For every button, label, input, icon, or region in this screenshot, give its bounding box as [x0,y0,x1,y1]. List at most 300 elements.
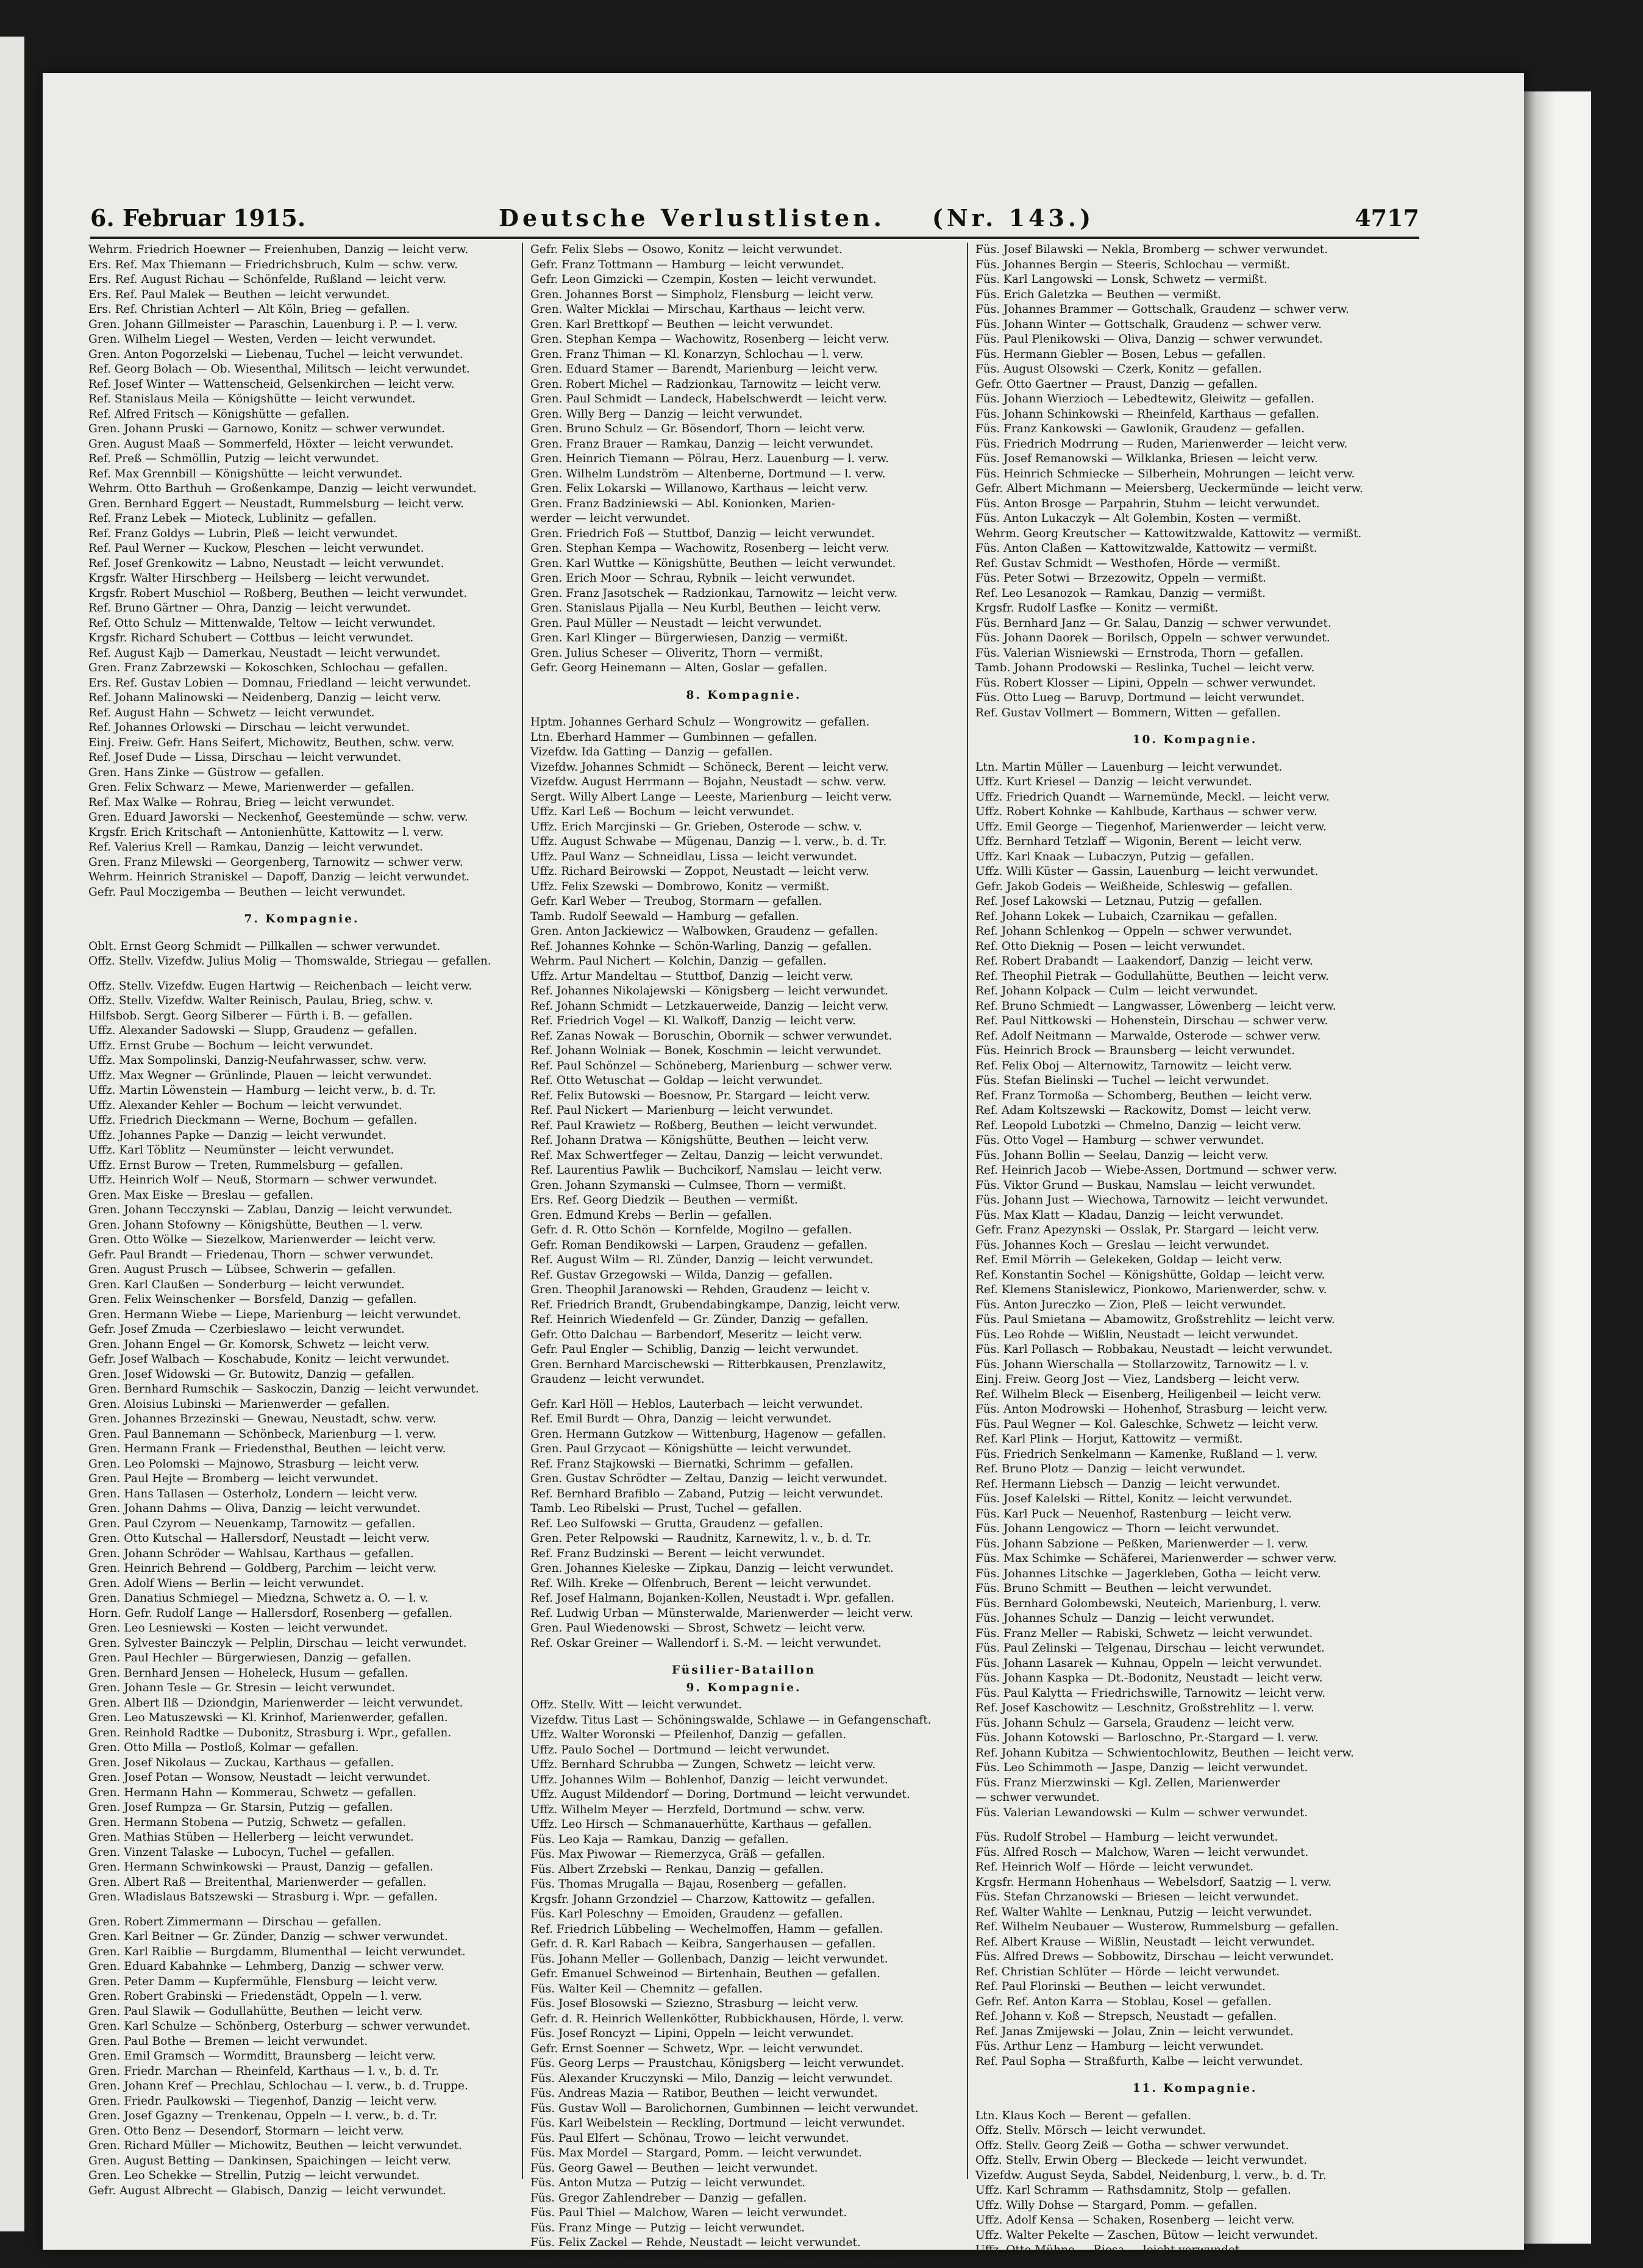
issue-date: 6. Februar 1915. [90,204,306,232]
casualty-entry: Krgsfr. Erich Kritschaft — Antonienhütte, Kattowitz — l. verw. [88,826,444,839]
casualty-entry: Ref. Max Schwertfeger — Zeltau, Danzig — leicht verwundet. [530,1149,883,1162]
casualty-entry: Füs. Johann Kotowski — Barloschno, Pr.-Stargard — l. verw. [975,1731,1319,1744]
column-3 [975,243,1414,2256]
casualty-entry: Ref. Friedrich Lübbeling — Wechelmoffen, Hamm — gefallen. [530,1922,883,1936]
casualty-entry: Ref. Bruno Schmiedt — Langwasser, Löwenberg — leicht verw. [975,999,1336,1013]
casualty-entry: Gren. Friedr. Marchan — Rheinfeld, Karthaus — l. v., b. d. Tr. [88,2064,439,2078]
section-heading: 10. Kompagnie. [1132,733,1258,746]
casualty-entry: Ref. Wilhelm Bleck — Eisenberg, Heiligenbeil — leicht verw. [975,1388,1322,1401]
casualty-entry: Füs. Hermann Giebler — Bosen, Lebus — gefallen. [975,348,1266,361]
casualty-entry: Wehrm. Paul Nichert — Kolchin, Danzig — gefallen. [530,955,827,968]
casualty-entry: Gren. Mathias Stüben — Hellerberg — leicht verwundet. [88,1831,414,1844]
casualty-entry: Gefr. Paul Engler — Schiblig, Danzig — leicht verwundet. [530,1343,859,1356]
casualty-entry: Ref. Paul Nickert — Marienburg — leicht verwundet. [530,1104,834,1117]
casualty-entry: Gefr. Otto Gaertner — Praust, Danzig — gefallen. [975,377,1258,391]
casualty-entry: Gren. Johann Kref — Prechlau, Schlochau — l. verw., b. d. Truppe. [88,2080,468,2092]
casualty-entry: Ers. Ref. Gustav Lobien — Domnau, Friedland — leicht verwundet. [88,676,471,690]
casualty-entry: Ref. Gustav Schmidt — Westhofen, Hörde — vermißt. [975,557,1281,570]
casualty-entry: Ref. Johann Kolpack — Culm — leicht verwundet. [975,985,1258,997]
casualty-entry: Gren. Leo Schekke — Strellin, Putzig — leicht verwundet. [88,2169,420,2182]
casualty-entry: Füs. Andreas Mazia — Ratibor, Beuthen — leicht verwundet. [530,2087,878,2100]
right-page-margin [1555,91,1591,2244]
casualty-entry: Gren. Johann Szymanski — Culmsee, Thorn — vermißt. [530,1179,847,1192]
casualty-entry: Uffz. August Schwabe — Mügenau, Danzig — l. verw., b. d. Tr. [530,835,887,848]
casualty-entry: Gren. Bernhard Rumschik — Saskoczin, Danzig — leicht verwundet. [88,1383,479,1396]
casualty-entry: Füs. Johann Meller — Gollenbach, Danzig — leicht verwundet. [530,1952,888,1966]
casualty-entry: Gren. Hans Tallasen — Osterholz, Londern — leicht verw. [88,1487,418,1500]
casualty-entry: Uffz. Karl Schramm — Rathsdamnitz, Stolp — gefallen. [975,2184,1291,2197]
casualty-entry: Ref. Robert Drabandt — Laakendorf, Danzig — leicht verw. [975,955,1313,968]
casualty-entry: Ref. Friedrich Vogel — Kl. Walkoff, Danzig — leicht verw. [530,1015,857,1027]
casualty-entry: Gren. Anton Pogorzelski — Liebenau, Tuchel — leicht verwundet. [88,348,463,361]
casualty-entry: Gren. Paul Wiedenowski — Sbrost, Schwetz — leicht verw. [530,1622,866,1635]
casualty-entry: werder — leicht verwundet. [530,512,690,525]
casualty-entry: Ref. Franz Budzinski — Berent — leicht verwundet. [530,1547,825,1560]
casualty-entry: Gren. Vinzent Talaske — Lubocyn, Tuchel — gefallen. [88,1845,395,1859]
casualty-entry: Krgsfr. Johann Grzondziel — Charzow, Kattowitz — gefallen. [530,1892,875,1906]
casualty-entry: Ref. Otto Dieknig — Posen — leicht verwundet. [975,940,1246,953]
casualty-entry: Füs. Heinrich Brock — Braunsberg — leicht verwundet. [975,1044,1296,1057]
casualty-entry: Ref. Gustav Vollmert — Bommern, Witten — gefallen. [975,706,1281,719]
casualty-entry: Gren. Hermann Wiebe — Liepe, Marienburg — leicht verwundet. [88,1308,462,1321]
casualty-entry: Gren. Otto Milla — Postloß, Kolmar — gefallen. [88,1741,359,1754]
casualty-entry: Horn. Gefr. Rudolf Lange — Hallersdorf, Rosenberg — gefallen. [88,1606,453,1620]
casualty-entry: Füs. Johann Sabzione — Peßken, Marienwerder — l. verw. [975,1537,1309,1550]
casualty-entry: Gren. Max Eiske — Breslau — gefallen. [88,1188,314,1202]
casualty-entry: Offz. Stellv. Georg Zeiß — Gotha — schwer verwundet. [975,2139,1289,2152]
casualty-entry: Ers. Ref. Georg Diedzik — Beuthen — vermißt. [530,1194,798,1207]
casualty-entry: Tamb. Leo Ribelski — Prust, Tuchel — gefallen. [530,1502,802,1515]
casualty-entry: Ref. Johann Kubitza — Schwientochlowitz, Beuthen — leicht verw. [975,1746,1354,1760]
casualty-entry: Füs. Josef Kalelski — Rittel, Konitz — leicht verwundet. [975,1492,1292,1505]
casualty-entry: Uffz. Heinrich Wolf — Neuß, Stormarn — schwer verwundet. [88,1174,438,1186]
casualty-entry: Uffz. Robert Kohnke — Kahlbude, Karthaus — schwer verw. [975,805,1317,818]
casualty-entry: Gren. Karl Raiblie — Burgdamm, Blumenthal — leicht verwundet. [88,1945,466,1958]
section-heading: 8. Kompagnie. [686,688,802,702]
casualty-entry: Ref. Zanas Nowak — Boruschin, Obornik — schwer verwundet. [530,1029,893,1043]
casualty-entry: Ref. Emil Burdt — Ohra, Danzig — leicht verwundet. [530,1413,832,1425]
casualty-entry: Gren. Erich Moor — Schrau, Rybnik — leicht verwundet. [530,572,856,585]
casualty-entry: Ref. Christian Schlüter — Hörde — leicht verwundet. [975,1965,1280,1978]
casualty-entry: Füs. Johannes Litschke — Jagerkleben, Gotha — leicht verw. [975,1567,1321,1580]
casualty-entry: Gren. Wilhelm Liegel — Westen, Verden — leicht verwundet. [88,333,436,346]
casualty-entry: Gren. Felix Weinschenker — Borsfeld, Danzig — gefallen. [88,1293,417,1306]
casualty-entry: Gren. Bruno Schulz — Gr. Bösendorf, Thorn — leicht verw. [530,423,866,435]
casualty-entry: Ref. Laurentius Pawlik — Buchcikorf, Namslau — leicht verw. [530,1164,882,1177]
casualty-entry: Gren. Hermann Hahn — Kommerau, Schwetz — gefallen. [88,1786,417,1799]
casualty-entry: Gren. Paul Hechler — Bürgerwiesen, Danzig — gefallen. [88,1652,412,1664]
casualty-entry: Ref. Paul Florinski — Beuthen — leicht verwundet. [975,1980,1266,1993]
casualty-entry: Ref. Georg Bolach — Ob. Wiesenthal, Militsch — leicht verwundet. [88,363,470,376]
casualty-entry: Gren. Josef Ggazny — Trenkenau, Oppeln — l. verw., b. d. Tr. [88,2109,438,2122]
casualty-entry: Gren. Paul Müller — Neustadt — leicht verwundet. [530,616,822,630]
casualty-entry: Füs. Leo Rohde — Wißlin, Neustadt — leicht verwundet. [975,1328,1299,1341]
casualty-entry: Uffz. Leo Hirsch — Schmanauerhütte, Karthaus — gefallen. [530,1818,872,1831]
casualty-entry: Gren. Johannes Kieleske — Zipkau, Danzig — leicht verwundet. [530,1562,894,1575]
casualty-entry: Uffz. Karl Knaak — Lubaczyn, Putzig — gefallen. [975,850,1255,863]
casualty-entry: Füs. Franz Mierzwinski — Kgl. Zellen, Marienwerder [975,1776,1280,1789]
casualty-entry: Ref. Bruno Plotz — Danzig — leicht verwundet. [975,1463,1246,1475]
casualty-entry: Gren. Felix Lokarski — Willanowo, Karthaus — leicht verw. [530,482,868,495]
casualty-entry: Uffz. Kurt Kriesel — Danzig — leicht verwundet. [975,776,1252,788]
casualty-entry: Füs. Paul Elfert — Schönau, Trowo — leicht verwundet. [530,2131,849,2145]
casualty-entry: Füs. Franz Meller — Rabiski, Schwetz — leicht verwundet. [975,1627,1313,1640]
casualty-entry: Gren. Johann Tesle — Gr. Stresin — leicht verwundet. [88,1681,396,1694]
casualty-entry: Gren. Josef Widowski — Gr. Butowitz, Danzig — gefallen. [88,1368,415,1381]
casualty-entry: — schwer verwundet. [975,1791,1100,1804]
casualty-entry: Ref. Walter Wahlte — Lenknau, Putzig — leicht verwundet. [975,1905,1313,1919]
casualty-entry: Ref. Johann Lokek — Lubaich, Czarnikau — gefallen. [975,910,1278,923]
casualty-entry: Füs. Walter Keil — Chemnitz — gefallen. [530,1982,763,1995]
casualty-entry: Füs. Johann Wierschalla — Stollarzowitz, Tarnowitz — l. v. [975,1358,1309,1371]
casualty-entry: Gren. Paul Schmidt — Landeck, Habelschwerdt — leicht verw. [530,393,887,405]
casualty-entry: Ref. Johann Dratwa — Königshütte, Beuthen — leicht verw. [530,1134,869,1147]
casualty-entry: Krgsfr. Walter Hirschberg — Heilsberg — leicht verwundet. [88,572,430,585]
casualty-entry: Füs. Thomas Mrugalla — Bajau, Rosenberg — gefallen. [530,1878,847,1891]
casualty-entry: Füs. Johann Schinkowski — Rheinfeld, Karthaus — gefallen. [975,407,1319,421]
spacer [88,930,515,940]
casualty-entry: Gren. Paul Czyrom — Neuenkamp, Tarnowitz — gefallen. [88,1517,416,1530]
casualty-entry: Uffz. Richard Beirowski — Zoppot, Neustadt — leicht verw. [530,865,869,878]
casualty-entry: Gren. Paul Slawik — Godullahütte, Beuthen — leicht verw. [88,2005,423,2018]
adjacent-page-edge [0,37,24,2231]
casualty-entry: Gefr. Emanuel Schweinod — Birtenhain, Beuthen — gefallen. [530,1967,880,1980]
casualty-entry: Ref. Leopold Lubotzki — Chmelno, Danzig — leicht verw. [975,1119,1302,1132]
casualty-entry: Uffz. Paul Wanz — Schneidlau, Lissa — leicht verwundet. [530,850,858,863]
casualty-entry: Graudenz — leicht verwundet. [530,1373,705,1386]
casualty-entry: Füs. Erich Galetzka — Beuthen — vermißt. [975,288,1222,301]
casualty-entry: Füs. Josef Blosowski — Sziezno, Strasburg — leicht verw. [530,1997,858,2010]
casualty-entry: Gren. Hermann Frank — Friedensthal, Beuthen — leicht verw. [88,1442,446,1455]
casualty-entry: Krgsfr. Robert Muschiol — Roßberg, Beuthen — leicht verwundet. [88,587,468,600]
casualty-entry: Ref. Heinrich Jacob — Wiebe-Assen, Dortmund — schwer verw. [975,1164,1338,1177]
casualty-entry: Uffz. Johannes Papke — Danzig — leicht verwundet. [88,1129,387,1142]
casualty-entry: Gren. Johann Pruski — Garnowo, Konitz — schwer verwundet. [88,423,446,435]
casualty-entry: Füs. Bernhard Golombewski, Neuteich, Marienburg, l. verw. [975,1597,1321,1610]
casualty-entry: Füs. Alfred Drews — Sobbowitz, Dirschau — leicht verwundet. [975,1950,1335,1963]
casualty-entry: Gefr. Karl Weber — Treubog, Stormarn — gefallen. [530,895,822,908]
casualty-entry: Füs. Karl Puck — Neuenhof, Rastenburg — leicht verw. [975,1507,1292,1521]
casualty-entry: Gren. Josef Potan — Wonsow, Neustadt — leicht verwundet. [88,1771,431,1784]
casualty-entry: Füs. Anton Claßen — Kattowitzwalde, Kattowitz — vermißt. [975,542,1317,555]
casualty-entry: Füs. Karl Langowski — Lonsk, Schwetz — vermißt. [975,273,1267,286]
casualty-entry: Gren. Sylvester Bainczyk — Pelplin, Dirschau — leicht verwundet. [88,1636,467,1650]
casualty-entry: Ref. August Kajb — Damerkau, Neustadt — leicht verwundet. [88,646,441,660]
casualty-entry: Uffz. Alexander Sadowski — Slupp, Graudenz — gefallen. [88,1024,418,1037]
casualty-entry: Einj. Freiw. Georg Jost — Viez, Landsberg — leicht verw. [975,1373,1300,1386]
casualty-entry: Füs. Max Piwowar — Riemerzyca, Gräß — gefallen. [530,1848,825,1861]
casualty-entry: Gren. Otto Kutschal — Hallersdorf, Neustadt — leicht verw. [88,1532,430,1545]
casualty-entry: Gren. Karl Schulze — Schönberg, Osterburg — schwer verwundet. [88,2020,471,2033]
casualty-entry: Gefr. Paul Moczigemba — Beuthen — leicht verwundet. [88,885,406,899]
casualty-entry: Gefr. d. R. Heinrich Wellenkötter, Rubbickhausen, Hörde, l. verw. [530,2012,904,2025]
column-divider [522,243,523,2179]
casualty-entry: Gefr. Otto Dalchau — Barbendorf, Meseritz — leicht verw. [530,1328,863,1341]
casualty-entry: Gren. Eduard Stamer — Barendt, Marienburg — leicht verw. [530,363,878,376]
casualty-entry: Vizefdw. Titus Last — Schöningswalde, Schlawe — in Gefangenschaft. [530,1713,932,1727]
casualty-entry: Gefr. Josef Zmuda — Czerbieslawo — leicht verwundet. [88,1323,405,1336]
casualty-entry: Uffz. Paulo Sochel — Dortmund — leicht verwundet. [530,1743,830,1756]
casualty-entry: Ltn. Eberhard Hammer — Gumbinnen — gefallen. [530,730,818,744]
page-number: 4717 [1355,204,1419,232]
casualty-entry: Gren. Franz Badziniewski — Abl. Konionken, Marien- [530,497,836,510]
casualty-entry: Wehrm. Friedrich Hoewner — Freienhuben, Danzig — leicht verw. [88,243,469,256]
section-heading: 7. Kompagnie. [244,913,360,925]
spacer [88,969,515,979]
casualty-entry: Gren. Franz Jasotschek — Radzionkau, Tarnowitz — leicht verw. [530,587,898,600]
casualty-entry: Gren. Karl Klinger — Bürgerwiesen, Danzig — vermißt. [530,632,848,644]
casualty-entry: Ref. Leo Lesanozok — Ramkau, Danzig — vermißt. [975,587,1266,600]
casualty-entry: Ref. Klemens Stanislewicz, Pionkowo, Marienwerder, schw. v. [975,1283,1327,1296]
casualty-entry: Füs. Anton Modrowski — Hohenhof, Strasburg — leicht verw. [975,1403,1328,1416]
casualty-entry: Einj. Freiw. Gefr. Hans Seifert, Michowitz, Beuthen, schw. verw. [88,736,455,749]
casualty-entry: Offz. Stellv. Vizefdw. Eugen Hartwig — Reichenbach — leicht verw. [88,979,472,993]
casualty-entry: Füs. Bruno Schmitt — Beuthen — leicht verwundet. [975,1582,1272,1595]
casualty-entry: Ref. Josef Kaschowitz — Leschnitz, Großstrehlitz — l. verw. [975,1702,1314,1714]
casualty-entry: Gren. Bernhard Eggert — Neustadt, Rummelsburg — leicht verw. [88,497,464,510]
casualty-entry: Füs. Heinrich Schmiecke — Silberhein, Mohrungen — leicht verw. [975,467,1355,480]
casualty-entry: Ref. Johannes Kohnke — Schön-Warling, Danzig — gefallen. [530,940,872,953]
casualty-entry: Gren. Paul Hejte — Bromberg — leicht verwundet. [88,1472,379,1485]
casualty-entry: Wehrm. Heinrich Straniskel — Dapoff, Danzig — leicht verwundet. [88,871,470,883]
casualty-entry: Füs. Georg Lerps — Praustchau, Königsberg — leicht verwundet. [530,2057,905,2070]
casualty-entry: Gren. Josef Nikolaus — Zuckau, Karthaus — gefallen. [88,1756,394,1769]
casualty-entry: Füs. Alfred Rosch — Malchow, Waren — leicht verwundet. [975,1845,1309,1859]
casualty-entry: Uffz. Friedrich Dieckmann — Werne, Bochum — gefallen. [88,1114,418,1127]
casualty-entry: Gren. Karl Claußen — Sonderburg — leicht verwundet. [88,1278,405,1291]
casualty-entry: Ltn. Martin Müller — Lauenburg — leicht verwundet. [975,760,1283,774]
casualty-entry: Ref. Johannes Nikolajewski — Königsberg — leicht verwundet. [530,985,889,997]
casualty-entry: Füs. Otto Vogel — Hamburg — schwer verwundet. [975,1134,1264,1147]
casualty-entry: Ref. Adolf Neitmann — Marwalde, Osterode — schwer verw. [975,1029,1321,1043]
casualty-entry: Füs. Gustav Woll — Barolichornen, Gumbinnen — leicht verwundet. [530,2102,919,2115]
casualty-entry: Ref. Paul Krawietz — Roßberg, Beuthen — leicht verwundet. [530,1119,878,1132]
casualty-entry: Gefr. August Albrecht — Glabisch, Danzig — leicht verwundet. [88,2184,446,2197]
casualty-entry: Gren. Robert Grabinski — Friedenstädt, Oppeln — l. verw. [88,1990,422,2003]
casualty-entry: Gefr. Paul Brandt — Friedenau, Thorn — schwer verwundet. [88,1248,434,1261]
casualty-entry: Krgsfr. Rudolf Lasfke — Konitz — vermißt. [975,602,1219,615]
casualty-entry: Füs. Stefan Bielinski — Tuchel — leicht verwundet. [975,1074,1269,1087]
casualty-entry: Füs. Johann Lengowicz — Thorn — leicht verwundet. [975,1522,1280,1535]
casualty-entry: Offz. Stellv. Vizefdw. Julius Molig — Thomswalde, Striegau — gefallen. [88,955,491,968]
casualty-entry: Ref. Wilh. Kreke — Olfenbruch, Berent — leicht verwundet. [530,1577,871,1590]
casualty-entry: Gren. Johann Tecczynski — Zablau, Danzig — leicht verwundet. [88,1204,453,1216]
casualty-entry: Füs. Max Schimke — Schäferei, Marienwerder — schwer verw. [975,1552,1337,1565]
casualty-entry: Gren. Robert Michel — Radzionkau, Tarnowitz — leicht verw. [530,377,882,391]
casualty-entry: Füs. Johannes Bergin — Steeris, Schlochau — vermißt. [975,258,1290,271]
casualty-entry: Ers. Ref. Paul Malek — Beuthen — leicht verwundet. [88,288,390,301]
casualty-entry: Gren. Stanislaus Pijalla — Neu Kurbl, Beuthen — leicht verw. [530,602,881,615]
casualty-entry: Gren. August Betting — Dankinsen, Spaichingen — leicht verw. [88,2154,452,2167]
casualty-entry: Gren. Danatius Schmiegel — Miedzna, Schwetz a. O. — l. v. [88,1592,429,1605]
header-rule [90,237,1419,239]
casualty-entry: Hptm. Johannes Gerhard Schulz — Wongrowitz — gefallen. [530,716,870,729]
casualty-entry: Füs. Anton Mutza — Putzig — leicht verwundet. [530,2177,805,2189]
casualty-entry: Ref. Franz Goldys — Lubrin, Pleß — leicht verwundet. [88,527,398,540]
casualty-entry: Gren. Johann Engel — Gr. Komorsk, Schwetz — leicht verw. [88,1338,429,1351]
casualty-entry: Ref. Johann Malinowski — Neidenberg, Danzig — leicht verw. [88,691,441,704]
casualty-entry: Gren. Peter Relpowski — Raudnitz, Karnewitz, l. v., b. d. Tr. [530,1532,872,1545]
casualty-entry: Gren. Hermann Gutzkow — Wittenburg, Hagenow — gefallen. [530,1427,886,1441]
casualty-entry: Uffz. August Mildendorf — Doring, Dortmund — leicht verwundet. [530,1788,910,1801]
casualty-entry: Ref. Theophil Pietrak — Godullahütte, Beuthen — leicht verw. [975,969,1329,983]
casualty-entry: Gren. Theophil Jaranowski — Rehden, Graudenz — leicht v. [530,1283,871,1296]
casualty-entry: Gren. Franz Milewski — Georgenberg, Tarnowitz — schwer verw. [88,855,463,869]
casualty-entry: Ref. Felix Butowski — Boesnow, Pr. Stargard — leicht verw. [530,1089,871,1102]
casualty-entry: Füs. Gregor Zahlendreber — Danzig — gefallen. [530,2191,807,2205]
section-heading: 11. Kompagnie. [1132,2082,1258,2095]
casualty-entry: Ref. Johann Schmidt — Letzkauerweide, Danzig — leicht verw. [530,999,889,1013]
casualty-entry: Füs. Karl Weibelstein — Reckling, Dortmund — leicht verwundet. [530,2117,905,2130]
casualty-entry: Uffz. Artur Mandeltau — Stuttbof, Danzig — leicht verw. [530,969,854,983]
casualty-entry: Gefr. Roman Bendikowski — Larpen, Graudenz — gefallen. [530,1238,868,1252]
casualty-entry: Gren. Stephan Kempa — Wachowitz, Rosenberg — leicht verw. [530,333,889,346]
spacer [530,705,957,715]
casualty-entry: Ref. Paul Werner — Kuckow, Pleschen — leicht verwundet. [88,542,424,555]
casualty-entry: Gren. Hermann Schwinkowski — Praust, Danzig — gefallen. [88,1861,433,1874]
casualty-entry: Uffz. Willy Dohse — Stargard, Pomm. — gefallen. [975,2198,1258,2212]
casualty-entry: Füs. Johann Just — Wiechowa, Tarnowitz — leicht verwundet. [975,1194,1328,1207]
casualty-entry: Ref. Paul Schönzel — Schöneberg, Marienburg — schwer verw. [530,1059,893,1072]
section-heading: Füsilier-Bataillon [672,1664,816,1677]
casualty-entry: Gefr. d. R. Otto Schön — Kornfelde, Mogilno — gefallen. [530,1224,852,1236]
casualty-entry: Uffz. Friedrich Quandt — Warnemünde, Meckl. — leicht verw. [975,790,1330,804]
casualty-entry: Gren. Hans Zinke — Güstrow — gefallen. [88,766,324,779]
casualty-entry: Gren. Stephan Kempa — Wachowitz, Rosenberg — leicht verw. [530,542,889,555]
casualty-entry: Füs. Rudolf Strobel — Hamburg — leicht verwundet. [975,1831,1278,1844]
casualty-entry: Vizefdw. August Herrmann — Bojahn, Neustadt — schw. verw. [530,776,886,788]
casualty-entry: Gren. Adolf Wiens — Berlin — leicht verwundet. [88,1577,365,1590]
casualty-entry: Füs. Josef Remanowski — Wilklanka, Briesen — leicht verw. [975,452,1318,465]
casualty-entry: Füs. Johannes Brammer — Gottschalk, Graudenz — schwer verw. [975,303,1350,316]
casualty-entry: Gren. Aloisius Lubinski — Marienwerder — gefallen. [88,1397,390,1411]
casualty-entry: Gefr. Albert Michmann — Meiersberg, Ueckermünde — leicht verw. [975,482,1363,495]
casualty-entry: Ref. Preß — Schmöllin, Putzig — leicht verwundet. [88,452,379,465]
casualty-entry: Füs. Karl Pollasch — Robbakau, Neustadt — leicht verwundet. [975,1343,1333,1356]
casualty-entry: Ref. Josef Dude — Lissa, Dirschau — leicht verwundet. [88,751,402,764]
casualty-entry: Tamb. Johann Prodowski — Reslinka, Tuchel — leicht verw. [975,661,1315,674]
casualty-entry: Ref. Heinrich Wiedenfeld — Gr. Zünder, Danzig — gefallen. [530,1313,869,1326]
casualty-entry: Füs. Anton Lukaczyk — Alt Golembin, Kosten — vermißt. [975,512,1302,525]
casualty-entry: Ref. Wilhelm Neubauer — Wusterow, Rummelsburg — gefallen. [975,1920,1339,1933]
casualty-entry: Gren. Eduard Kabahnke — Lehmberg, Danzig — schwer verw. [88,1960,444,1973]
casualty-entry: Füs. Max Mordel — Stargard, Pomm. — leicht verwundet. [530,2147,862,2159]
casualty-entry: Gren. Wilhelm Lundström — Altenberne, Dortmund — l. verw. [530,467,886,480]
spacer [88,1905,515,1915]
casualty-entry: Ref. Franz Lebek — Mioteck, Lublinitz — gefallen. [88,512,377,525]
casualty-entry: Uffz. Ernst Grube — Bochum — leicht verwundet. [88,1039,374,1052]
casualty-entry: Gefr. Leon Gimzicki — Czempin, Kosten — leicht verwundet. [530,273,877,286]
casualty-entry: Ref. Josef Lakowski — Letznau, Putzig — gefallen. [975,895,1263,908]
casualty-entry: Füs. Arthur Lenz — Hamburg — leicht verwundet. [975,2040,1264,2053]
casualty-entry: Uffz. Karl Leß — Bochum — leicht verwundet. [530,805,794,818]
casualty-entry: Gren. Johann Dahms — Oliva, Danzig — leicht verwundet. [88,1502,421,1515]
casualty-entry: Füs. Friedrich Senkelmann — Kamenke, Rußland — l. verw. [975,1447,1318,1461]
casualty-entry: Uffz. Bernhard Tetzlaff — Wigonin, Berent — leicht verw. [975,835,1302,848]
casualty-entry: Gren. Otto Benz — Desendorf, Stormarn — leicht verw. [88,2124,404,2138]
casualty-entry: Gren. Heinrich Behrend — Goldberg, Parchim — leicht verw. [88,1562,437,1575]
casualty-entry: Füs. Johann Kaspka — Dt.-Bodonitz, Neustadt — leicht verw. [975,1672,1323,1685]
casualty-entry: Füs. Johann Lasarek — Kuhnau, Oppeln — leicht verwundet. [975,1656,1322,1670]
casualty-entry: Gefr. Franz Tottmann — Hamburg — leicht verwundet. [530,258,844,271]
casualty-entry: Füs. Paul Thiel — Malchow, Waren — leicht verwundet. [530,2206,847,2219]
casualty-entry: Gren. Franz Brauer — Ramkau, Danzig — leicht verwundet. [530,437,874,451]
casualty-entry: Gefr. Jakob Godeis — Weißheide, Schleswig — gefallen. [975,880,1293,893]
casualty-entry: Uffz. Walter Pekelte — Zaschen, Bütow — leicht verwundet. [975,2228,1318,2242]
casualty-entry: Füs. Paul Zelinski — Telgenau, Dirschau — leicht verwundet. [975,1642,1325,1655]
casualty-entry: Ref. Max Walke — Rohrau, Brieg — leicht verwundet. [88,796,395,809]
casualty-entry: Gren. Karl Beitner — Gr. Zünder, Danzig — schwer verwundet. [88,1930,448,1943]
casualty-entry: Füs. Alexander Kruczynski — Milo, Danzig — leicht verwundet. [530,2072,893,2085]
casualty-entry: Gren. Eduard Jaworski — Neckenhof, Geestemünde — schw. verw. [88,811,468,824]
casualty-entry: Uffz. Max Sompolinski, Danzig-Neufahrwasser, schw. verw. [88,1054,427,1067]
casualty-entry: Füs. August Olsowski — Czerk, Konitz — gefallen. [975,363,1262,376]
casualty-entry: Gren. Wladislaus Batszewski — Strasburg i. Wpr. — gefallen. [88,1891,438,1903]
casualty-entry: Gren. Richard Müller — Michowitz, Beuthen — leicht verwundet. [88,2139,462,2152]
casualty-entry: Ref. Bruno Gärtner — Ohra, Danzig — leicht verwundet. [88,602,411,615]
casualty-entry: Füs. Georg Gawel — Beuthen — leicht verwundet. [530,2161,818,2175]
casualty-entry: Gren. Johann Gillmeister — Paraschin, Lauenburg i. P. — l. verw. [88,318,458,331]
casualty-entry: Krgsfr. Hermann Hohenhaus — Webelsdorf, Saatzig — l. verw. [975,1875,1332,1889]
casualty-entry: Füs. Leo Schimmoth — Jaspe, Danzig — leicht verwundet. [975,1761,1308,1774]
casualty-entry: Ref. Friedrich Brandt, Grubendabingkampe, Danzig, leicht verw. [530,1298,900,1311]
casualty-entry: Gren. Anton Jackiewicz — Walbowken, Graudenz — gefallen. [530,925,879,938]
casualty-entry: Füs. Johannes Koch — Greslau — leicht verwundet. [975,1238,1270,1252]
column-2 [530,243,957,2264]
casualty-entry: Gren. Paul Grzycaot — Königshütte — leicht verwundet. [530,1442,852,1455]
spacer [530,1388,957,1397]
casualty-entry: Ltn. Klaus Koch — Berent — gefallen. [975,2109,1191,2122]
casualty-entry: Uffz. Ernst Burow — Treten, Rummelsburg — gefallen. [88,1158,404,1172]
casualty-entry: Füs. Otto Lueg — Baruvp, Dortmund — leicht verwundet. [975,691,1305,704]
casualty-entry: Gren. Paul Bothe — Bremen — leicht verwundet. [88,2034,368,2048]
page-header [90,204,1419,233]
casualty-entry: Füs. Anton Brosge — Parpahrin, Stuhm — leicht verwundet. [975,497,1320,510]
casualty-entry: Ref. Franz Stajkowski — Biernatki, Schrimm — gefallen. [530,1457,854,1471]
casualty-entry: Oblt. Ernst Georg Schmidt — Pillkallen — schwer verwundet. [88,940,441,953]
publication-title [499,204,1094,233]
spacer [975,721,1414,730]
casualty-entry: Uffz. Karl Töblitz — Neumünster — leicht verwundet. [88,1144,394,1157]
casualty-entry: Gren. Leo Matuszewski — Kl. Krinhof, Marienwerder, gefallen. [88,1711,448,1724]
casualty-entry: Gren. Karl Wuttke — Königshütte, Beuthen — leicht verwundet. [530,557,896,570]
page-gutter-curl [1524,91,1555,2244]
casualty-entry: Uffz. Bernhard Schrubba — Zungen, Schwetz — leicht verw. [530,1758,876,1771]
casualty-entry: Füs. Josef Roncyzt — Lipini, Oppeln — leicht verwundet. [530,2027,854,2040]
casualty-entry: Füs. Paul Kalytta — Friedrichswille, Tarnowitz — leicht verw. [975,1686,1326,1700]
casualty-entry: Gren. Johann Schröder — Wahlsau, Karthaus — gefallen. [88,1547,414,1560]
casualty-entry: Ref. August Wilm — Rl. Zünder, Danzig — leicht verwundet. [530,1253,874,1266]
casualty-entry: Ref. Adam Koltszewski — Rackowitz, Domst — leicht verw. [975,1104,1311,1117]
casualty-entry: Gren. Johannes Borst — Simpholz, Flensburg — leicht verw. [530,288,874,301]
casualty-entry: Gefr. Franz Apezynski — Osslak, Pr. Stargard — leicht verw. [975,1224,1319,1236]
casualty-entry: Uffz. Otto Mühne — Riesa — leicht verwundet. [975,2244,1244,2256]
casualty-entry: Ref. Josef Halmann, Bojanken-Kollen, Neustadt i. Wpr. gefallen. [530,1592,894,1605]
casualty-entry: Ref. Konstantin Sochel — Königshütte, Goldap — leicht verw. [975,1268,1325,1282]
casualty-entry: Ref. Karl Plink — Horjut, Kattowitz — vermißt. [975,1433,1243,1446]
casualty-entry: Ref. Alfred Fritsch — Königshütte — gefallen. [88,407,350,421]
casualty-entry: Krgsfr. Richard Schubert — Cottbus — leicht verwundet. [88,632,414,644]
casualty-entry: Füs. Anton Jureczko — Zion, Pleß — leicht verwundet. [975,1298,1286,1311]
casualty-entry: Uffz. Max Wegner — Grünlinde, Plauen — leicht verwundet. [88,1069,432,1082]
casualty-entry: Ref. Josef Winter — Wattenscheid, Gelsenkirchen — leicht verw. [88,377,455,391]
casualty-entry: Gren. Willy Berg — Danzig — leicht verwundet. [530,407,803,421]
casualty-entry: Vizefdw. August Seyda, Sabdel, Neidenburg, l. verw., b. d. Tr. [975,2169,1327,2182]
casualty-entry: Gren. Heinrich Tiemann — Pölrau, Herz. Lauenburg — l. verw. [530,452,889,465]
casualty-entry: Ers. Ref. August Richau — Schönfelde, Rußland — leicht verw. [88,273,447,286]
casualty-entry: Uffz. Johannes Wilm — Bohlenhof, Danzig — leicht verwundet. [530,1773,888,1786]
spacer [975,751,1414,760]
